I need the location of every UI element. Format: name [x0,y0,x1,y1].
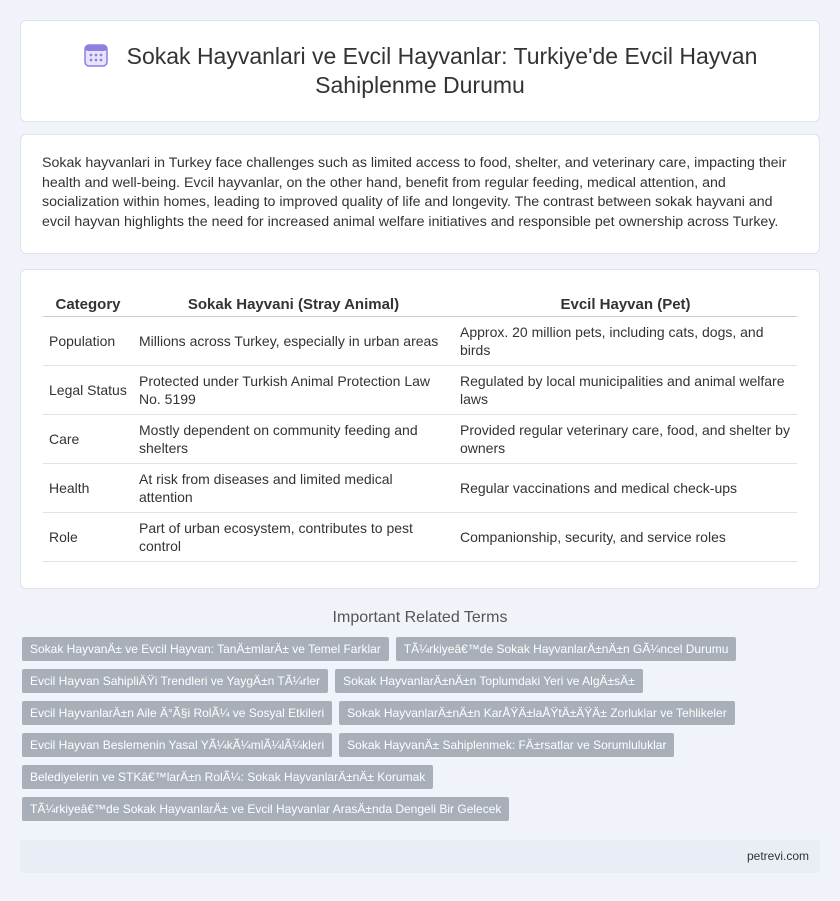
row-pet: Regulated by local municipalities and animal welfare laws [454,366,797,415]
related-term-tag[interactable]: Sokak HayvanÄ± Sahiplenmek: FÄ±rsatlar ve Sorumluluklar [339,733,674,757]
row-stray: Mostly dependent on community feeding and shelters [133,415,454,464]
comparison-table-card [20,269,820,589]
related-term-tag[interactable]: Evcil Hayvan Beslemenin Yasal YÃ¼kÃ¼mlÃ¼lÃ¼kleri [22,733,332,757]
related-term-tag[interactable]: Evcil HayvanlarÄ±n Aile Ä°Ã§i RolÃ¼ ve Sosyal Etkileri [22,701,332,725]
header-pet: Evcil Hayvan (Pet) [454,292,797,317]
comparison-table [43,292,797,562]
related-term-tag[interactable]: Sokak HayvanlarÄ±nÄ±n Toplumdaki Yeri ve AlgÄ±sÄ± [335,669,643,693]
intro-card [20,134,820,254]
related-terms-list [0,637,840,829]
header-card [20,20,820,122]
row-stray: Protected under Turkish Animal Protection Law No. 5199 [133,366,454,415]
related-term-tag[interactable]: Belediyelerin ve STKâ€™larÄ±n RolÃ¼: Sokak HayvanlarÄ±nÄ± Korumak [22,765,433,789]
footer-site-link[interactable]: petrevi.com [746,849,809,863]
header-category: Category [43,292,133,317]
related-term-tag[interactable]: Evcil Hayvan SahipliÄŸi Trendleri ve YaygÄ±n TÃ¼rler [22,669,328,693]
row-pet: Provided regular veterinary care, food, and shelter by owners [454,415,797,464]
page-title [61,42,779,100]
related-term-tag[interactable]: TÃ¼rkiyeâ€™de Sokak HayvanlarÄ± ve Evcil Hayvanlar ArasÄ±nda Dengeli Bir Gelecek [22,797,509,821]
row-category: Legal Status [43,366,133,415]
row-stray: Millions across Turkey, especially in urban areas [133,317,454,366]
row-category: Care [43,415,133,464]
row-stray: At risk from diseases and limited medical attention [133,464,454,513]
header-stray: Sokak Hayvani (Stray Animal) [133,292,454,317]
related-term-tag[interactable]: TÃ¼rkiyeâ€™de Sokak HayvanlarÄ±nÄ±n GÃ¼ncel Durumu [396,637,737,661]
page-title-text: Sokak Hayvanlari ve Evcil Hayvanlar: Turkiye'de Evcil Hayvan Sahiplenme Durumu [126,43,758,98]
footer [20,840,820,873]
table-row [43,464,797,513]
intro-paragraph: Sokak hayvanlari in Turkey face challenges such as limited access to food, shelter, and veterinary care, impacting their health and well-being. Evcil hayvanlar, on the other hand, benefit from regular feeding, medical attention, and socialization within homes, leading to improved quality of life and longevity. The contrast between sokak hayvani and evcil hayvan highlights the need for increased animal welfare initiatives and responsible pet ownership across Turkey. [42,155,787,230]
table-row [43,317,797,366]
row-category: Population [43,317,133,366]
row-category: Health [43,464,133,513]
row-pet: Regular vaccinations and medical check-ups [454,464,797,513]
related-term-tag[interactable]: Sokak HayvanÄ± ve Evcil Hayvan: TanÄ±mlarÄ± ve Temel Farklar [22,637,389,661]
row-pet: Companionship, security, and service roles [454,513,797,562]
calendar-icon [83,42,109,68]
table-row [43,513,797,562]
row-pet: Approx. 20 million pets, including cats, dogs, and birds [454,317,797,366]
row-stray: Part of urban ecosystem, contributes to pest control [133,513,454,562]
table-header-row [43,292,797,317]
related-terms-title: Important Related Terms [332,609,508,626]
related-term-tag[interactable]: Sokak HayvanlarÄ±nÄ±n KarÅŸÄ±laÅŸtÄ±ÄŸÄ± Zorluklar ve Tehlikeler [339,701,735,725]
title-wrap [61,42,779,100]
table-row [43,366,797,415]
row-category: Role [43,513,133,562]
table-row [43,415,797,464]
